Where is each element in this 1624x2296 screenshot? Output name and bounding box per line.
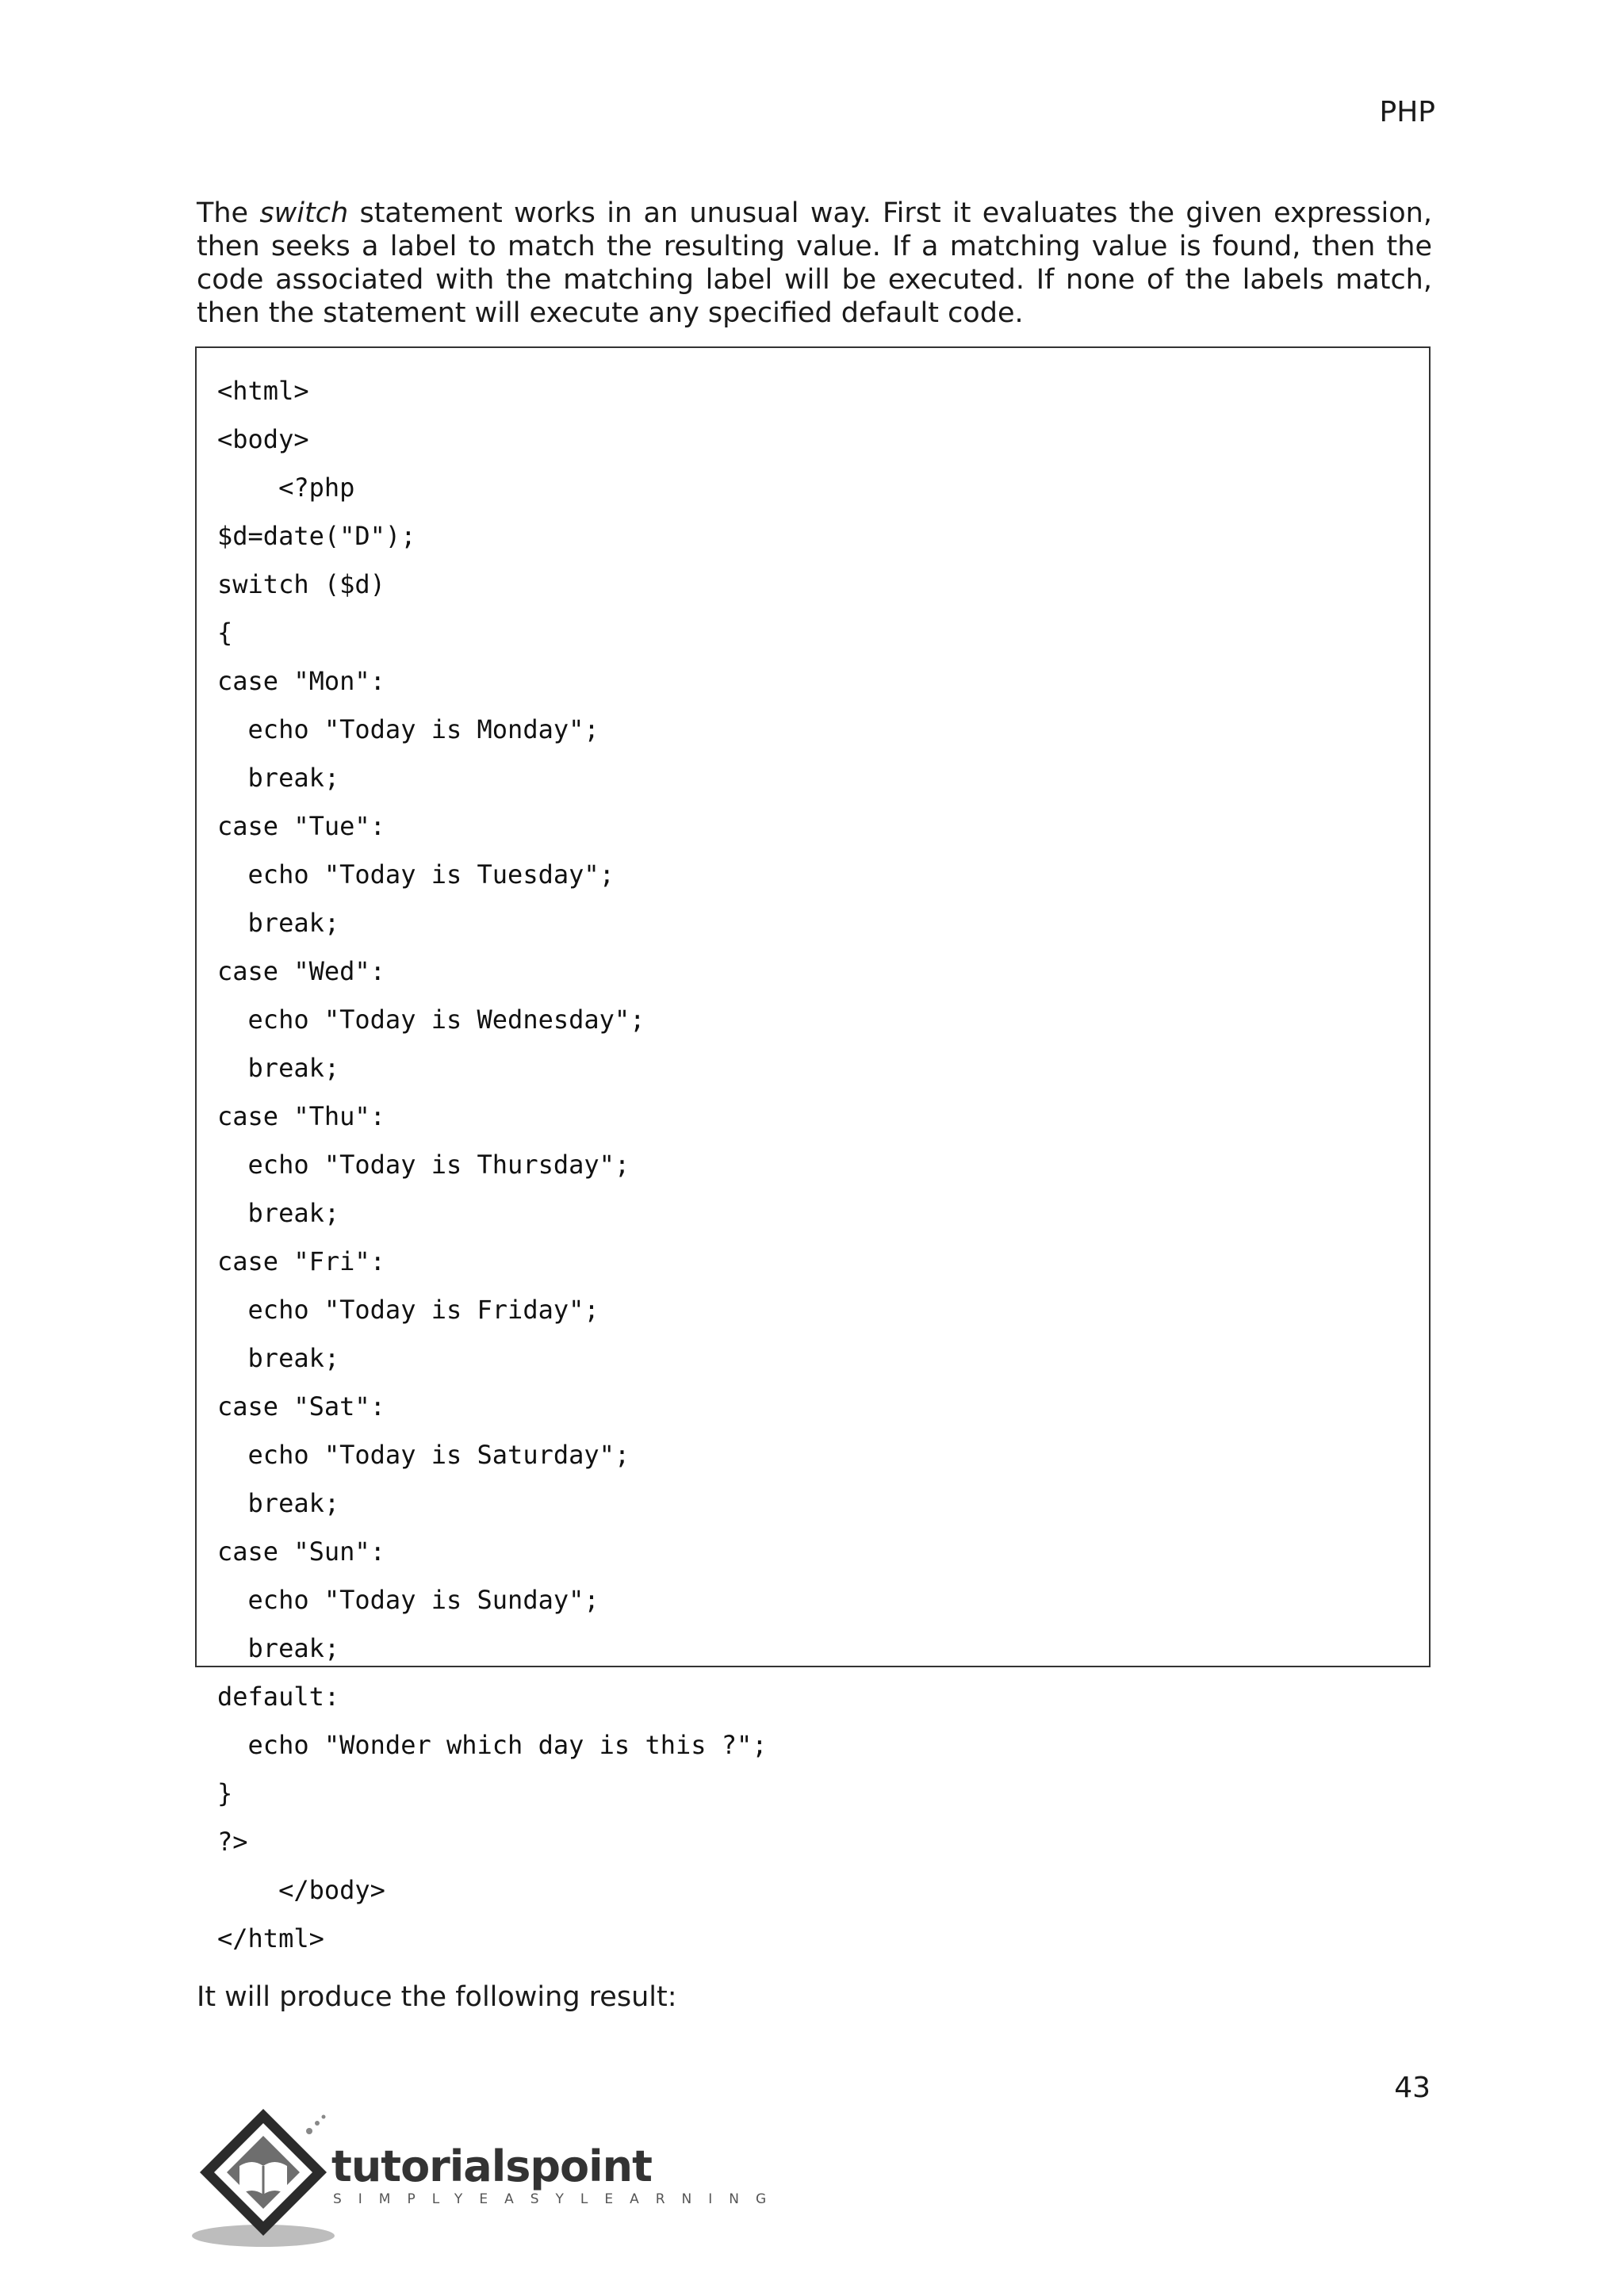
code-line: case "Fri":	[217, 1246, 385, 1276]
code-line: break;	[217, 1198, 340, 1228]
code-line: case "Wed":	[217, 956, 385, 986]
code-line: echo "Today is Sunday";	[217, 1585, 599, 1615]
code-line: default:	[217, 1682, 340, 1712]
intro-paragraph	[197, 197, 1432, 330]
code-line: case "Sat":	[217, 1391, 385, 1422]
logo-tagline: SIMPLYEASYLEARNING	[333, 2191, 783, 2207]
code-line: echo "Today is Monday";	[217, 714, 599, 744]
code-line: case "Mon":	[217, 666, 385, 696]
code-line: break;	[217, 1633, 340, 1663]
code-line: <?php	[217, 473, 355, 503]
page-number: 43	[1394, 2072, 1431, 2104]
code-line: switch ($d)	[217, 569, 385, 599]
code-block	[195, 346, 1431, 1954]
result-caption: It will produce the following result:	[197, 1981, 677, 2013]
code-line: echo "Today is Tuesday";	[217, 859, 615, 890]
code-line: break;	[217, 1053, 340, 1083]
code-line: echo "Today is Saturday";	[217, 1440, 630, 1470]
code-line: ?>	[217, 1827, 248, 1857]
code-line: echo "Today is Thursday";	[217, 1150, 630, 1180]
code-line: break;	[217, 908, 340, 938]
code-line: case "Thu":	[217, 1101, 385, 1131]
code-line: echo "Today is Friday";	[217, 1295, 599, 1325]
intro-keyword: switch	[259, 197, 349, 229]
code-line: {	[217, 618, 233, 648]
intro-text-after: statement works in an unusual way. First it evaluates the given expression, then seeks a label to match the resulting value. If a matching value is found, then the code associated with the matching label will be executed. If none of the labels match, then the statement will execute any specified default code.	[197, 197, 1432, 329]
code-line: echo "Wonder which day is this ?";	[217, 1730, 768, 1760]
code-line: <html>	[217, 376, 309, 406]
code-line: <body>	[217, 424, 309, 454]
code-line: $d=date("D");	[217, 521, 416, 551]
code-line: </html>	[217, 1923, 324, 1954]
code-line: case "Tue":	[217, 811, 385, 841]
code-line: }	[217, 1778, 233, 1808]
code-line: break;	[217, 1343, 340, 1373]
code-line: break;	[217, 763, 340, 793]
logo-wordmark: tutorialspoint	[331, 2141, 652, 2191]
tutorialspoint-logo	[190, 2099, 783, 2250]
code-line: case "Sun":	[217, 1536, 385, 1567]
book-in-diamond-logo-icon	[190, 2099, 341, 2250]
code-line: </body>	[217, 1875, 385, 1905]
code-line: break;	[217, 1488, 340, 1518]
intro-text-before: The	[197, 197, 260, 229]
running-header: PHP	[1379, 96, 1435, 128]
code-line: echo "Today is Wednesday";	[217, 1004, 645, 1035]
